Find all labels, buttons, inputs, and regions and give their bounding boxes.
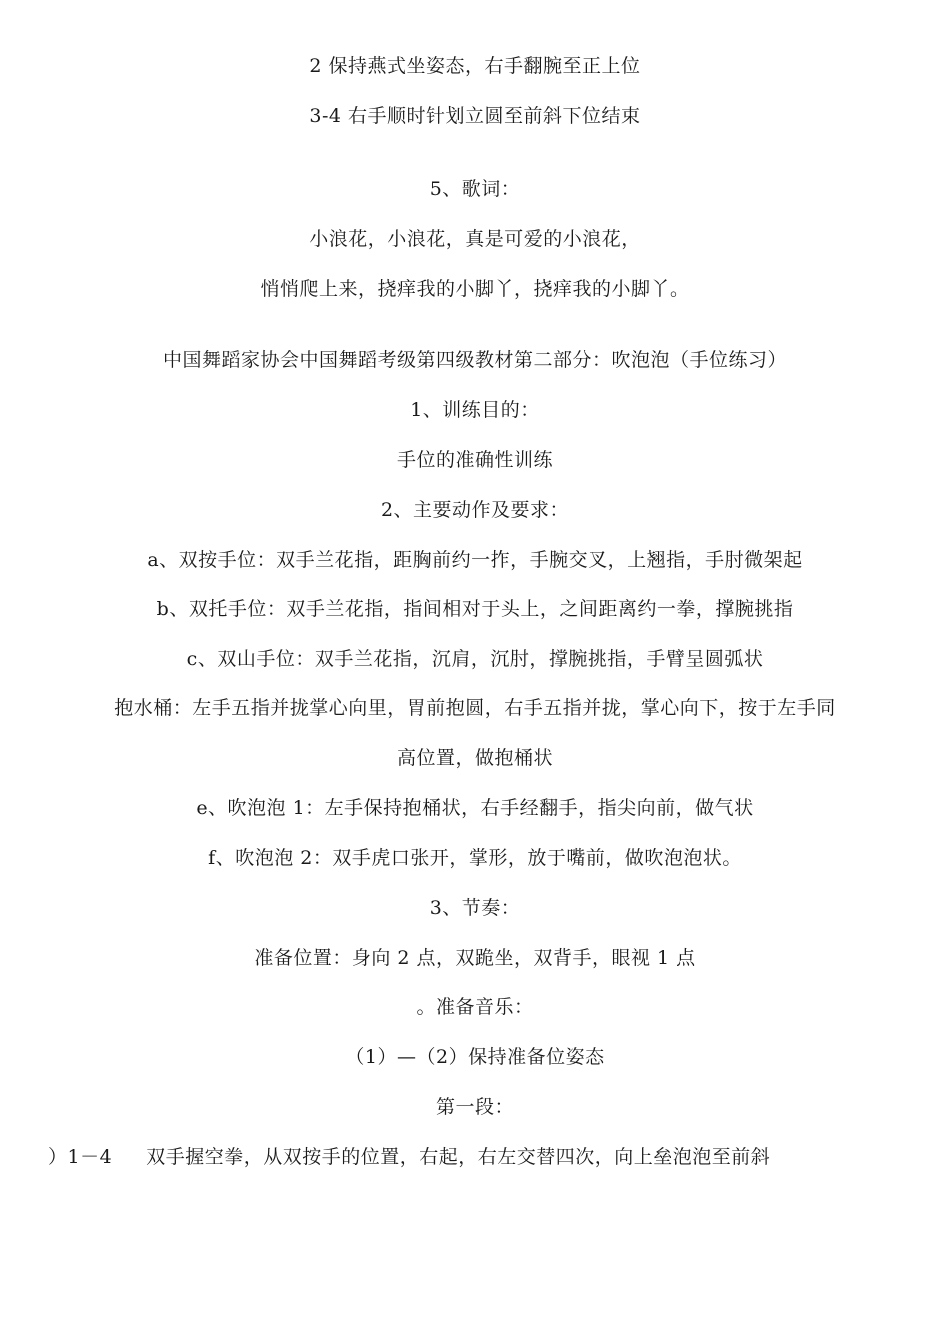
lyrics-line-1: 小浪花，小浪花，真是可爱的小浪花， [309, 228, 641, 250]
section-title: 中国舞蹈家协会中国舞蹈考级第四级教材第二部分：吹泡泡（手位练习） [162, 349, 787, 371]
action-a: a、双按手位：双手兰花指，距胸前约一拃，手腕交叉，上翘指，手肘微架起 [147, 549, 803, 571]
action-d-line-2: 高位置，做抱桶状 [396, 747, 553, 769]
step-3-4-line: 3-4 右手顺时针划立圆至前斜下位结束 [309, 105, 641, 127]
count-description: 双手握空拳，从双按手的位置，右起，右左交替四次，向上垒泡泡至前斜 [146, 1146, 771, 1168]
action-e: e、吹泡泡 1：左手保持抱桶状，右手经翻手，指尖向前，做气状 [196, 797, 754, 819]
first-segment-step-1-4 [48, 1144, 928, 1170]
ready-music-count: （1）—（2）保持准备位姿态 [345, 1046, 605, 1068]
training-purpose-heading: 1、训练目的： [410, 399, 540, 421]
action-b: b、双托手位：双手兰花指，指间相对于头上，之间距离约一拳，撑腕挑指 [156, 598, 794, 620]
step-2-line: 2 保持燕式坐姿态，右手翻腕至正上位 [309, 55, 641, 77]
action-f: f、吹泡泡 2：双手虎口张开，掌形，放于嘴前，做吹泡泡状。 [208, 847, 742, 869]
main-actions-heading: 2、主要动作及要求： [380, 499, 570, 521]
action-c: c、双山手位：双手兰花指，沉肩，沉肘，撑腕挑指，手臂呈圆弧状 [186, 648, 764, 670]
rhythm-heading: 3、节奏： [429, 897, 521, 919]
action-d-line-1: 抱水桶：左手五指并拢掌心向里，胃前抱圆，右手五指并拢，掌心向下，按于左手同 [114, 697, 836, 719]
count-label: ）1－4 [48, 1146, 113, 1168]
first-segment-heading: 第一段： [435, 1096, 514, 1118]
ready-position: 准备位置：身向 2 点，双跪坐，双背手，眼视 1 点 [254, 947, 696, 969]
training-purpose-text: 手位的准确性训练 [396, 449, 553, 471]
lyrics-heading: 5、歌词： [429, 178, 521, 200]
ready-music: 。准备音乐： [416, 996, 534, 1018]
lyrics-line-2: 悄悄爬上来，挠痒我的小脚丫，挠痒我的小脚丫。 [260, 278, 690, 300]
